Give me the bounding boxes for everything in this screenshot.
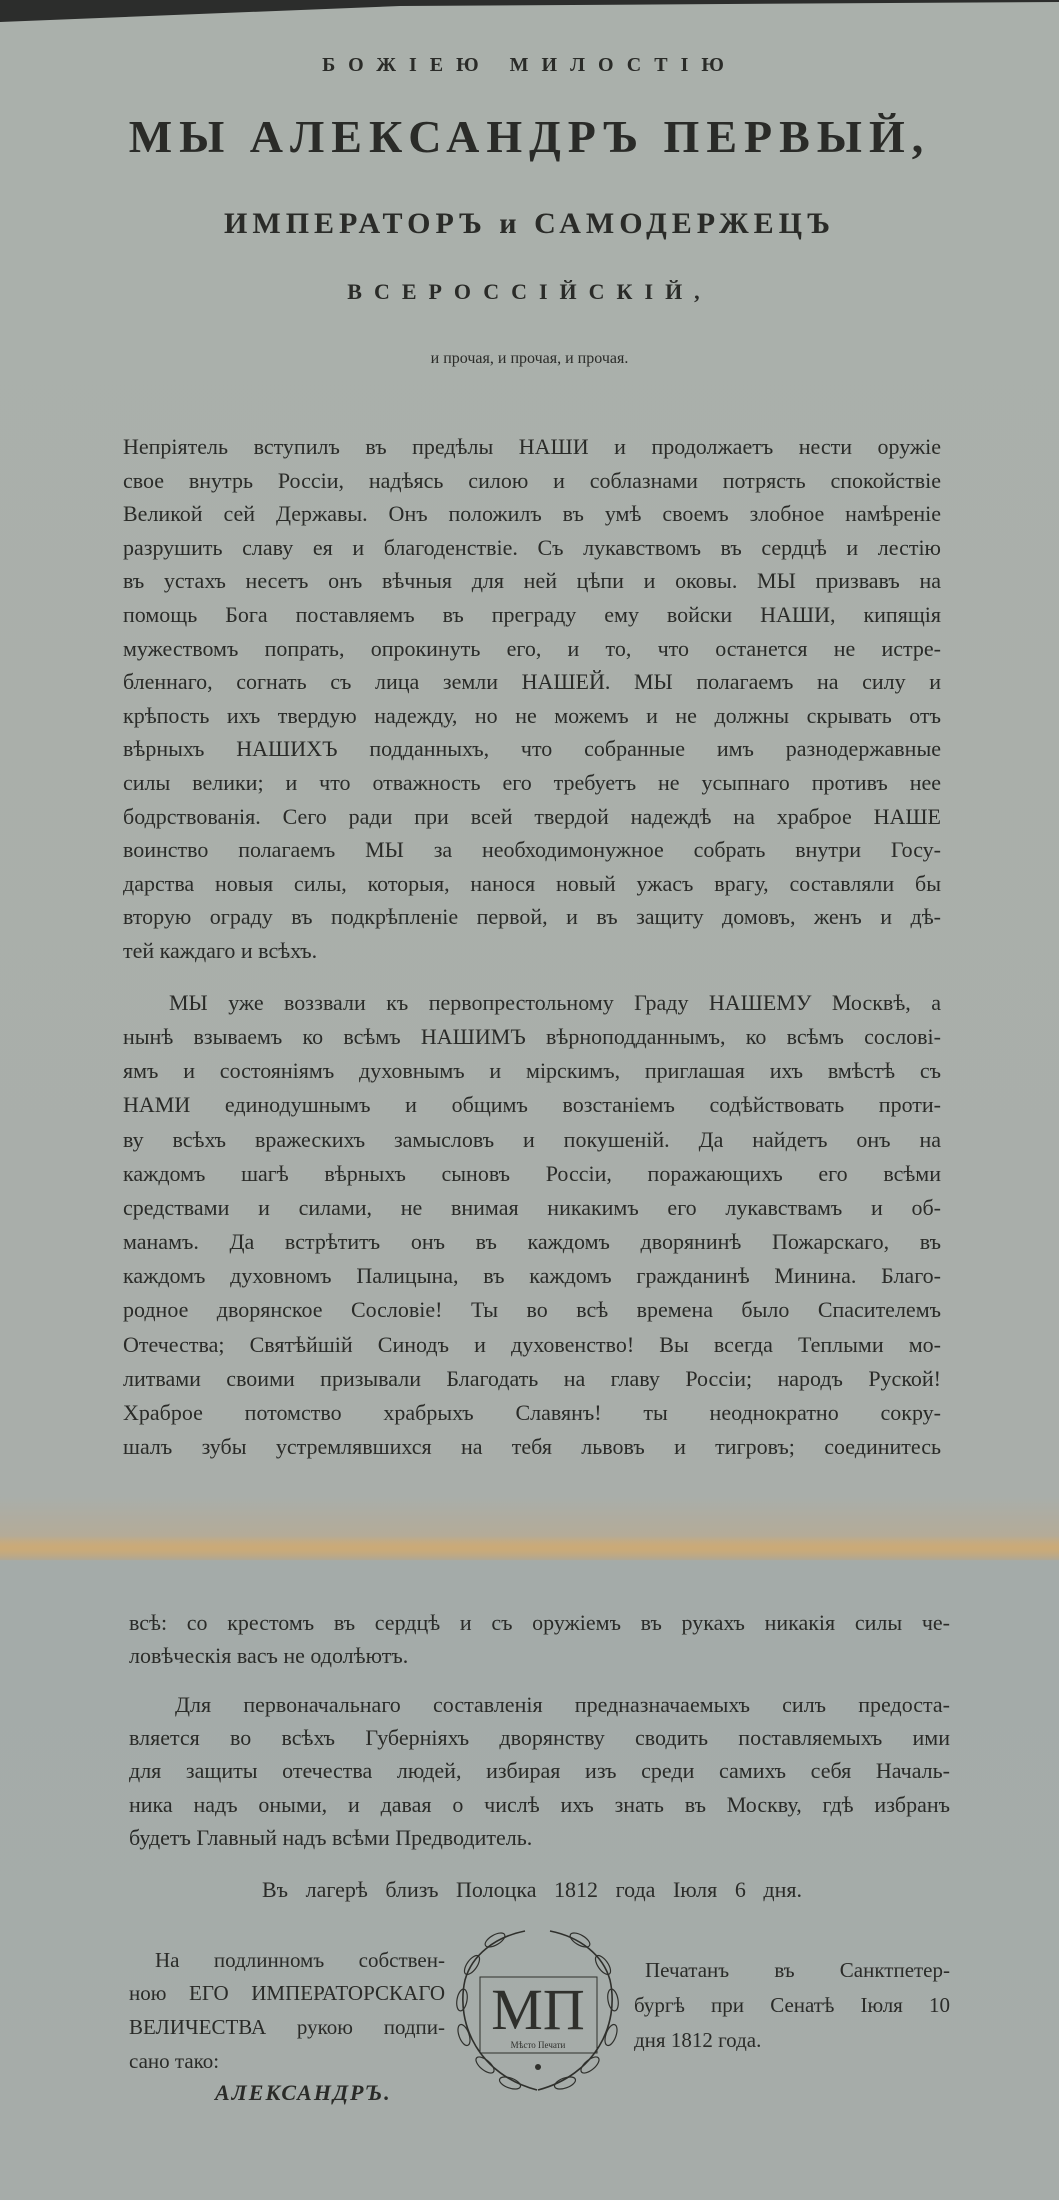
text-line: помощь Бога поставляемъ въ преграду ему войски НАШИ, кипящія [123, 602, 941, 627]
text-line: Для первоначальнаго составленія предназначаемыхъ силъ предоста- [175, 1692, 950, 1717]
seal-caption: Мѣсто Печати [510, 2040, 566, 2050]
text-line: Храброе потомство храбрыхъ Славянъ! ты неоднократно сокру- [123, 1400, 941, 1425]
text-line: каждомъ шагѣ вѣрныхъ сыновъ Россіи, поражающихъ его всѣми [123, 1161, 941, 1186]
text-line: тей каждаго и всѣхъ. [123, 938, 318, 963]
text-line: бургѣ при Сенатѣ Іюля 10 [634, 1993, 950, 2017]
text-line: ника надъ оными, и давая о числѣ ихъ знать въ Москву, гдѣ избранъ [129, 1792, 950, 1817]
text-line: средствами и силами, не внимая никакимъ его лукавствамъ и об- [123, 1195, 941, 1220]
text-line: дарства новыя силы, которыя, нанося новый ужасъ врагу, составляли бы [123, 871, 941, 896]
text-line: вѣрныхъ НАШИХЪ подданныхъ, что собранные имъ разнодержавные [123, 736, 941, 761]
text-line: ВЕЛИЧЕСТВА рукою подпи- [129, 2015, 445, 2039]
heading-emperor-name: МЫ АЛЕКСАНДРЪ ПЕРВЫЙ, [128, 111, 931, 162]
text-line: МЫ уже воззвали къ первопрестольному Граду НАШЕМУ Москвѣ, а [169, 990, 941, 1015]
text-line: свое внутрь Россіи, надѣясь силою и соблазнами потрясть спокойствіе [123, 468, 941, 493]
text-line: будетъ Главный надъ всѣми Предводитель. [129, 1825, 533, 1850]
text-line: для защиты отечества людей, избирая изъ среди самихъ себя Началь- [129, 1758, 950, 1783]
text-line: разрушить славу ея и благоденствіе. Съ лукавствомъ въ сердцѣ и лестію [123, 535, 941, 560]
text-line: манамъ. Да встрѣтитъ онъ въ каждомъ дворянинѣ Пожарскаго, въ [123, 1229, 941, 1254]
text-line: вляется во всѣхъ Губерніяхъ дворянству сводить поставляемыхъ ими [129, 1725, 950, 1750]
text-line: мужествомъ попрать, опрокинуть его, и то, что останется не истре- [123, 636, 941, 661]
heading-etc: и прочая, и прочая, и прочая. [430, 350, 629, 367]
heading-by-grace: БОЖІЕЮ МИЛОСТІЮ [322, 54, 737, 76]
text-line: ною ЕГО ИМПЕРАТОРСКАГО [129, 1981, 445, 2005]
seal-place-wreath-icon [450, 1925, 625, 2095]
text-line: нынѣ взываемъ ко всѣмъ НАШИМЪ вѣрноподданнымъ, ко всѣмъ сослові- [123, 1024, 941, 1049]
text-line: Печатанъ въ Санктпетер- [645, 1958, 950, 1982]
heading-title: ИМПЕРАТОРЪ и САМОДЕРЖЕЦЪ [224, 207, 835, 240]
text-line: Отечества; Святѣйшій Синодъ и духовенство! Вы всегда Теплыми мо- [123, 1332, 941, 1357]
text-line: вторую ограду въ подкрѣпленіе первой, и въ защиту домовъ, женъ и дѣ- [123, 904, 941, 929]
date-place-line: Въ лагерѣ близъ Полоцка 1812 года Іюля 6 дня. [262, 1877, 802, 1902]
text-line: ву всѣхъ вражескихъ замысловъ и покушеній. Да найдетъ онъ на [123, 1127, 941, 1152]
heading-realm: ВСЕРОССІЙСКІЙ, [347, 279, 712, 304]
text-line: крѣпость ихъ твердую надежду, но не можемъ и не должны скрывать отъ [123, 703, 941, 728]
text-line: ловѣческія васъ не одолѣютъ. [129, 1643, 409, 1668]
text-line: родное дворянское Сословіе! Ты во всѣ времена было Спасителемъ [123, 1297, 941, 1322]
text-line: всѣ: со крестомъ въ сердцѣ и съ оружіемъ въ рукахъ никакія силы че- [129, 1610, 950, 1635]
text-line: На подлинномъ собствен- [155, 1948, 445, 1972]
text-line: НАМИ единодушнымъ и общимъ возстаніемъ содѣйствовать проти- [123, 1092, 941, 1117]
text-line: воинство полагаемъ МЫ за необходимонужное собрать внутри Госу- [123, 837, 941, 862]
text-line: каждомъ духовномъ Палицына, въ каждомъ гражданинѣ Минина. Благо- [123, 1263, 941, 1288]
text-line: шалъ зубы устремлявшихся на тебя львовъ и тигровъ; соединитесь [123, 1434, 941, 1459]
text-line: бодрствованія. Сего ради при всей твердой надеждѣ на храброе НАШЕ [123, 804, 941, 829]
text-line: Непріятель вступилъ въ предѣлы НАШИ и продолжаетъ нести оружіе [123, 434, 941, 459]
text-line: ямъ и состояніямъ духовнымъ и мірскимъ, приглашая ихъ вмѣстѣ съ [123, 1058, 941, 1083]
text-line: бленнаго, согнать съ лица земли НАШЕЙ. МЫ полагаемъ на силу и [123, 669, 941, 694]
paper-fold-line [0, 1536, 1059, 1560]
text-line: дня 1812 года. [634, 2028, 762, 2052]
seal-monogram: МП [491, 1977, 585, 2042]
text-line: Великой сей Державы. Онъ положилъ въ умѣ своемъ злобное намѣреніе [123, 501, 941, 526]
text-line: сано тако: [129, 2049, 220, 2073]
text-line: въ устахъ несетъ онъ вѣчныя для ней цѣпи и оковы. МЫ призвавъ на [123, 568, 941, 593]
text-line: литвами своими призывали Благодать на главу Россіи; народъ Руской! [123, 1366, 941, 1391]
scan-edge-shadow [0, 0, 1059, 30]
text-line: силы велики; и что отважность его требуетъ не усыпнаго противъ нее [123, 770, 941, 795]
emperor-signature: АЛЕКСАНДРЪ. [215, 2080, 392, 2105]
